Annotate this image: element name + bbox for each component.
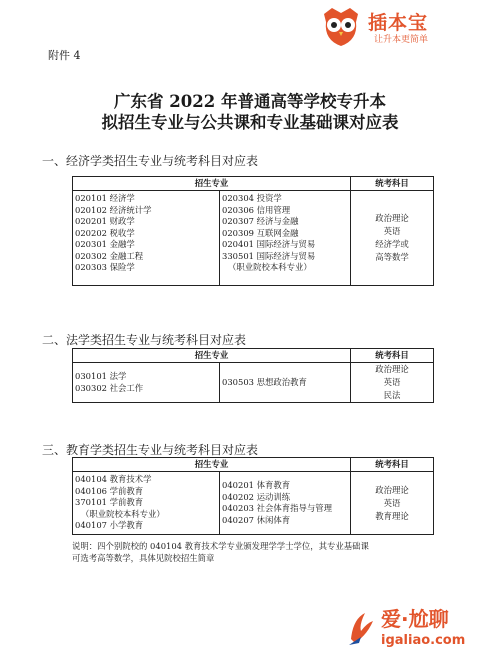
list-item: 030503 思想政治教育 [222, 376, 307, 387]
exam-subjects [351, 472, 434, 535]
watermark[interactable] [347, 601, 497, 661]
exam-subject: 高等数学 [375, 252, 409, 262]
list-item: 040207 休闲体育 [222, 514, 291, 525]
list-item: 040203 社会体育指导与管理 [222, 503, 333, 513]
column-header-major: 招生专业 [73, 177, 351, 191]
list-item: 040107 小学教育 [75, 520, 144, 530]
list-item: 370101 学前教育 [75, 497, 144, 507]
exam-subject: 经济学或 [375, 239, 409, 249]
column-header-exam: 统考科目 [351, 458, 434, 472]
footnote-line: 说明：四个别院校的 040104 教育技术学专业颁发理学学士学位，其专业基础课 [72, 541, 369, 551]
watermark-text: 爱·尬聊 [381, 607, 449, 631]
list-item: 020102 经济统计学 [75, 204, 152, 215]
owl-icon [318, 4, 364, 50]
major-list-left [73, 363, 220, 403]
list-item: 020101 经济学 [75, 193, 135, 203]
list-item: （职业院校本科专业） [81, 508, 165, 519]
column-header-exam: 统考科目 [351, 177, 434, 191]
column-header-major: 招生专业 [73, 458, 351, 472]
exam-subject: 英语 [383, 497, 401, 508]
attachment-label: 附件 4 [48, 49, 81, 62]
list-item: 040106 学前教育 [75, 485, 144, 496]
table-economics [72, 176, 434, 286]
list-item: 030101 法学 [75, 371, 127, 381]
brand-mark-icon [347, 609, 377, 647]
major-list-left [73, 472, 220, 535]
list-item: 020307 经济与金融 [222, 216, 299, 226]
exam-subject: 政治理论 [375, 364, 409, 374]
list-item: 040201 体育教育 [222, 480, 291, 490]
section-heading-economics: 一、经济学类招生专业与统考科目对应表 [42, 154, 259, 168]
major-list-left [73, 191, 220, 286]
list-item: （职业院校本科专业） [228, 262, 312, 272]
exam-subject: 英语 [383, 377, 401, 387]
document-title-line2: 拟招生专业与公共课和专业基础课对应表 [101, 113, 399, 132]
list-item: 020304 投资学 [222, 193, 282, 203]
list-item: 040104 教育技术学 [75, 474, 152, 484]
brand-logo[interactable] [318, 4, 496, 50]
brand-name: 插本宝 [368, 12, 429, 34]
column-header-major: 招生专业 [73, 349, 351, 363]
list-item: 040202 运动训练 [222, 491, 291, 502]
column-header-exam: 统考科目 [351, 349, 434, 363]
list-item: 020201 财政学 [75, 216, 135, 226]
list-item: 020301 金融学 [75, 239, 135, 249]
exam-subject: 政治理论 [375, 484, 409, 495]
exam-subjects [351, 363, 434, 403]
list-item: 020309 互联网金融 [222, 227, 299, 238]
list-item: 020303 保险学 [75, 262, 135, 272]
exam-subjects [351, 191, 434, 286]
footnote-line: 可选考高等数学，具体见院校招生简章 [72, 553, 215, 563]
list-item: 020202 税收学 [75, 227, 135, 238]
exam-subject: 教育理论 [375, 510, 409, 521]
major-list-right [220, 363, 351, 403]
section-heading-education: 三、教育学类招生专业与统考科目对应表 [42, 443, 259, 457]
major-list-right [220, 191, 351, 286]
brand-slogan: 让升本更简单 [374, 35, 429, 45]
list-item: 020302 金融工程 [75, 250, 144, 261]
table-law [72, 348, 434, 403]
list-item: 330501 国际经济与贸易 [222, 250, 316, 261]
table-education [72, 457, 434, 535]
exam-subject: 民法 [383, 390, 401, 400]
list-item: 020401 国际经济与贸易 [222, 239, 316, 249]
watermark-url: igaliao.com [381, 633, 466, 648]
section-heading-law: 二、法学类招生专业与统考科目对应表 [42, 333, 247, 347]
exam-subject: 政治理论 [375, 213, 409, 223]
exam-subject: 英语 [383, 226, 401, 236]
document-title-line1: 广东省 2022 年普通高等学校专升本 [114, 92, 386, 111]
major-list-right [220, 472, 351, 535]
list-item: 030302 社会工作 [75, 382, 144, 393]
list-item: 020306 信用管理 [222, 204, 291, 215]
footnote [72, 540, 442, 564]
